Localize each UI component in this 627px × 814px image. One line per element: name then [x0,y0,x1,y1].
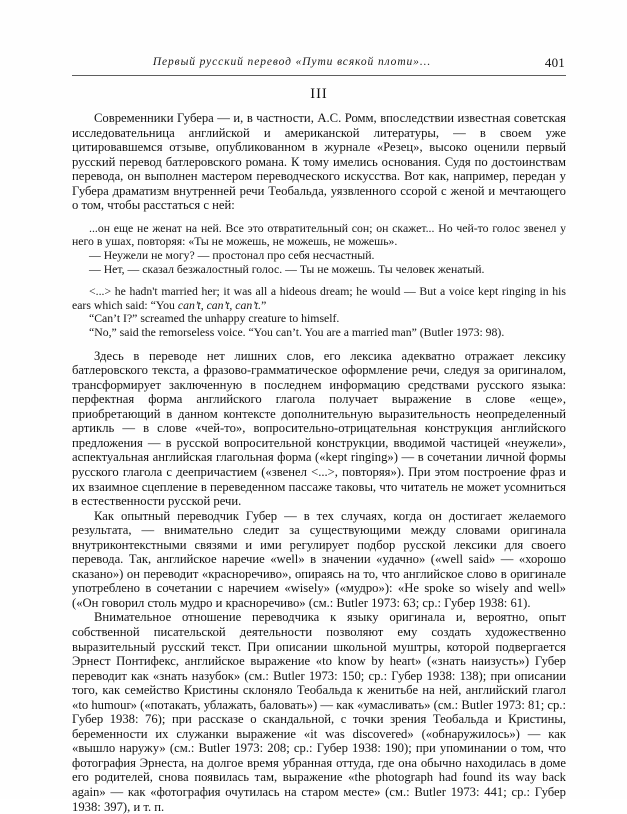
paragraph-4: Внимательное отношение переводчика к языку оригинала и, вероятно, опыт собственной писательской деятельности позволяют ему создать художественно выразительный русский текст. При описании школьной муштры, которой подвергается Эрнест Понтифекс, английское выражение «to know by heart» («знать наизусть») Губер переводит как «знать назубок» (см.: Butler 1973: 150; ср.: Губер 1938: 138); при описании того, как семейство Кристины склоняло Теобальда к женитьбе на ней, английский глагол «to humour» («потакать, ублажать, баловать») — как «умасливать» (см.: Butler 1973: 81; ср.: Губер 1938: 76); при рассказе о скандальной, с точки зрения Теобальда и Кристины, беременности их служанки выражение «it was discovered» («обнаружилось») — как «вышло наружу» (см.: Butler 1973: 208; ср.: Губер 1938: 190); при упоминании о том, что фотография Эрнеста, на долгое время убранная оттуда, где она обычно находилась в доме его родителей, снова появилась там, выражение «the photograph had found its way back again» — как «фотография очутилась на старом месте» (см.: Butler 1973: 441; ср.: Губер 1938: 397), и т. п. [72,610,566,814]
quote-en-line-1 [72,285,566,312]
section-number-heading: III [310,86,328,102]
blockquote-english-original [72,285,566,339]
quote-ru-line-1: ...он еще не женат на ней. Все это отвратительный сон; он скажет... Но чей-то голос звенел у него в ушах, повторяя: «Ты не можешь, не можешь, не можешь». [72,221,566,249]
text-column [72,111,566,814]
blockquote-russian-translation [72,222,566,276]
quote-en-line-1-text-b: ” [261,298,267,312]
quote-ru-line-2: — Неужели не могу? — простонал про себя несчастный. [89,249,375,263]
paragraph-1: Современники Губера — и, в частности, А.С. Ромм, впоследствии известная советская исследовательница английской и американской литературы, — в своем уже цитировавшемся отзыве, опубликованном в журнале «Резец», высоко оценили первый русский перевод батлеровского романа. К тому имелись основания. Судя по достоинствам перевода, он выполнен мастером переводческого искусства. Вот как, например, передан у Губера драматизм внутренней речи Теобальда, уязвленного ссорой с женой и мечтающего о том, чтобы расстаться с ней: [72,111,566,213]
header-divider-rule [72,75,566,76]
page-number: 401 [544,55,565,70]
paragraph-block-intro [72,111,566,213]
quote-en-line-1-italic: can’t, can’t, can’t. [177,298,262,312]
quote-en-line-3: “No,” said the remorseless voice. “You can’t. You are a married man” (Butler 1973: 98). [89,325,505,339]
running-head [72,56,565,76]
paragraph-2: Здесь в переводе нет лишних слов, его лексика адекватно отражает лексику батлеровского текста, а фразово-грамматическое оформление речи, следуя за оригиналом, трансформирует заключенную в последнем информацию средствами русского языка: перфектная форма английского глагола получает выражение в слове «еще», приобретающий в данном контексте дополнительную выразительность неопределенный артикль — в слове «чей-то», вопросительно-отрицательная конструкция английского предложения — в русской вопросительной конструкции, вводимой частицей «неужели», аспектуальная английская глагольная форма («kept ringing») — в сочетании личной формы русского глагола с деепричастием («звенел <...>, повторяя»). При этом построение фраз и их взаимное сцепление в переведенном пассаже таковы, что читатель не может усомниться в естественности русской речи. [72,348,566,509]
paragraph-block-analysis [72,349,566,814]
quote-ru-line-3: — Нет, — сказал безжалостный голос. — Ты не можешь. Ты человек женатый. [89,262,485,276]
quote-en-line-1-text-a: <...> he hadn't married her; it was all a hideous dream; he would — But a voice kept ringing in his ears which said: “You [72,285,566,312]
quote-en-line-2: “Can’t I?” screamed the unhappy creature to himself. [89,312,340,326]
running-head-title: Первый русский перевод «Пути всякой плоти»... [152,56,432,68]
paragraph-3: Как опытный переводчик Губер — в тех случаях, когда он достигает желаемого результата, — внимательно следит за существующими между словами оригинала внутриконтекстными связями и ими регулирует подбор русской лексики для своего перевода. Так, английское наречие «well» в значении «удачно» («well said» — «хорошо сказано») он переводит «красноречиво», опираясь на то, что английское слово в оригинале употреблено в сочетании с наречием «wisely» («мудро»): «He spoke so wisely and well» («Он говорил столь мудро и красноречиво» (см.: Butler 1973: 63; ср.: Губер 1938: 61). [72,508,566,610]
